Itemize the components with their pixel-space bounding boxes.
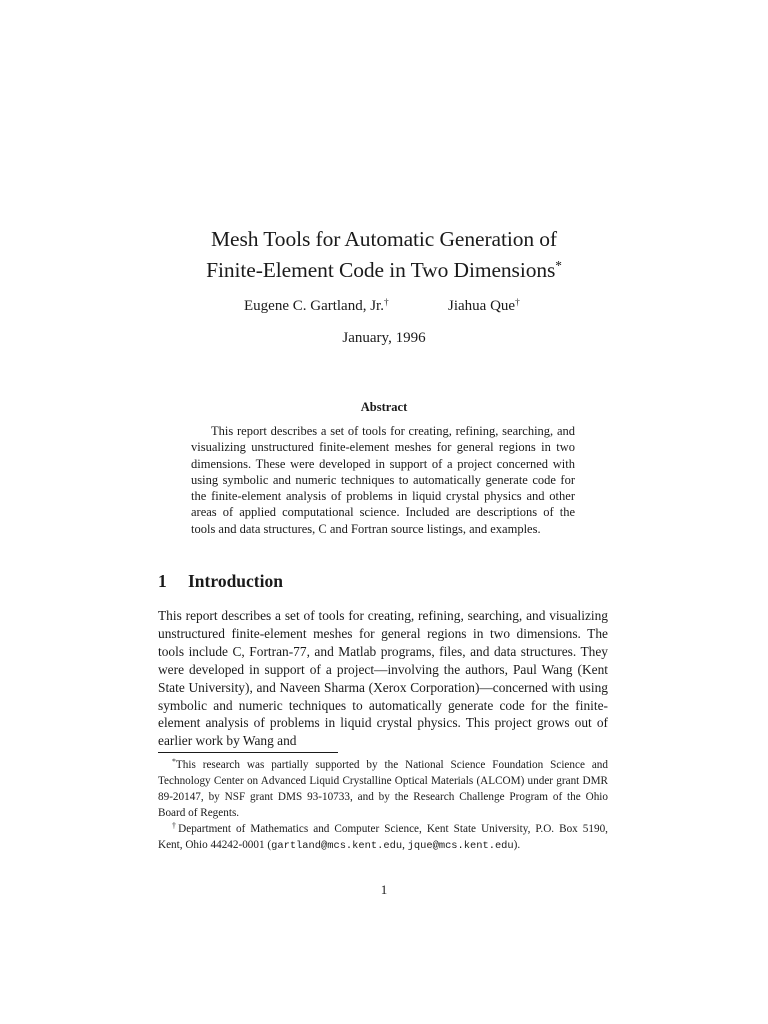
author-footnote-mark: † bbox=[515, 297, 520, 308]
title-footnote-mark: * bbox=[555, 257, 562, 273]
footnote-divider bbox=[158, 752, 338, 753]
footnote-text: Department of Mathematics and Computer Science, Kent State University, P.O. Box 5190, Kent, Ohio 44242-0001 ( bbox=[158, 823, 608, 851]
footnote-text: This research was partially supported by the National Science Foundation Science and Technology Center on Advanced Liquid Crystalline Optical Materials (ALCOM) under grant DMR 89-20147, by NSF grant DMS 93-10733, and by the Research Challenge Program of the Ohio Board of Regents. bbox=[158, 759, 608, 819]
email-que: jque@mcs.kent.edu bbox=[407, 840, 514, 852]
title-line-2-text: Finite-Element Code in Two Dimensions bbox=[206, 258, 556, 282]
title-line-2 bbox=[0, 255, 768, 286]
section-heading-introduction bbox=[158, 571, 283, 592]
author-name: Eugene C. Gartland, Jr. bbox=[244, 298, 384, 314]
title-line-1: Mesh Tools for Automatic Generation of bbox=[211, 227, 557, 251]
section-title: Introduction bbox=[188, 571, 283, 591]
author-footnote-mark: † bbox=[383, 297, 389, 308]
email-gartland: gartland@mcs.kent.edu bbox=[271, 840, 403, 852]
introduction-body: This report describes a set of tools for creating, refining, searching, and visualizing unstructured finite-element meshes for general regions in two dimensions. The tools include C, Fortran-77, and Matlab programs, files, and data structures. They were developed in support of a project—involving the authors, Paul Wang (Kent State University), and Naveen Sharma (Xerox Corporation)—concerned with using symbolic and numeric techniques to automatically generate code for the finite-element analysis of problems in liquid crystal physics. This project grows out of earlier work by Wang and bbox=[158, 608, 608, 749]
author-list bbox=[0, 298, 768, 320]
footnote-closing: ). bbox=[513, 839, 521, 851]
footnote-funding bbox=[158, 757, 608, 821]
footnotes bbox=[158, 757, 608, 854]
author-que bbox=[448, 298, 520, 315]
page-number: 1 bbox=[380, 882, 388, 897]
author-gartland bbox=[244, 298, 389, 315]
abstract-heading: Abstract bbox=[360, 400, 408, 414]
paper-title bbox=[0, 224, 768, 286]
email-separator: , bbox=[402, 839, 408, 851]
footnote-affiliation bbox=[158, 821, 608, 854]
abstract-body: This report describes a set of tools for creating, refining, searching, and visualizing unstructured finite-element meshes for general regions in two dimensions. These were developed in support of a project concerned with using symbolic and numeric techniques to automatically generate code for the finite-element analysis of problems in liquid crystal physics and other areas of applied computational science. Included are descriptions of the tools and data structures, C and Fortran source listings, and examples. bbox=[191, 424, 575, 536]
footnote-mark: * bbox=[172, 757, 176, 767]
publication-date: January, 1996 bbox=[342, 330, 426, 346]
section-number: 1 bbox=[158, 571, 167, 591]
footnote-mark: † bbox=[172, 821, 179, 831]
author-name: Jiahua Que bbox=[448, 298, 516, 314]
